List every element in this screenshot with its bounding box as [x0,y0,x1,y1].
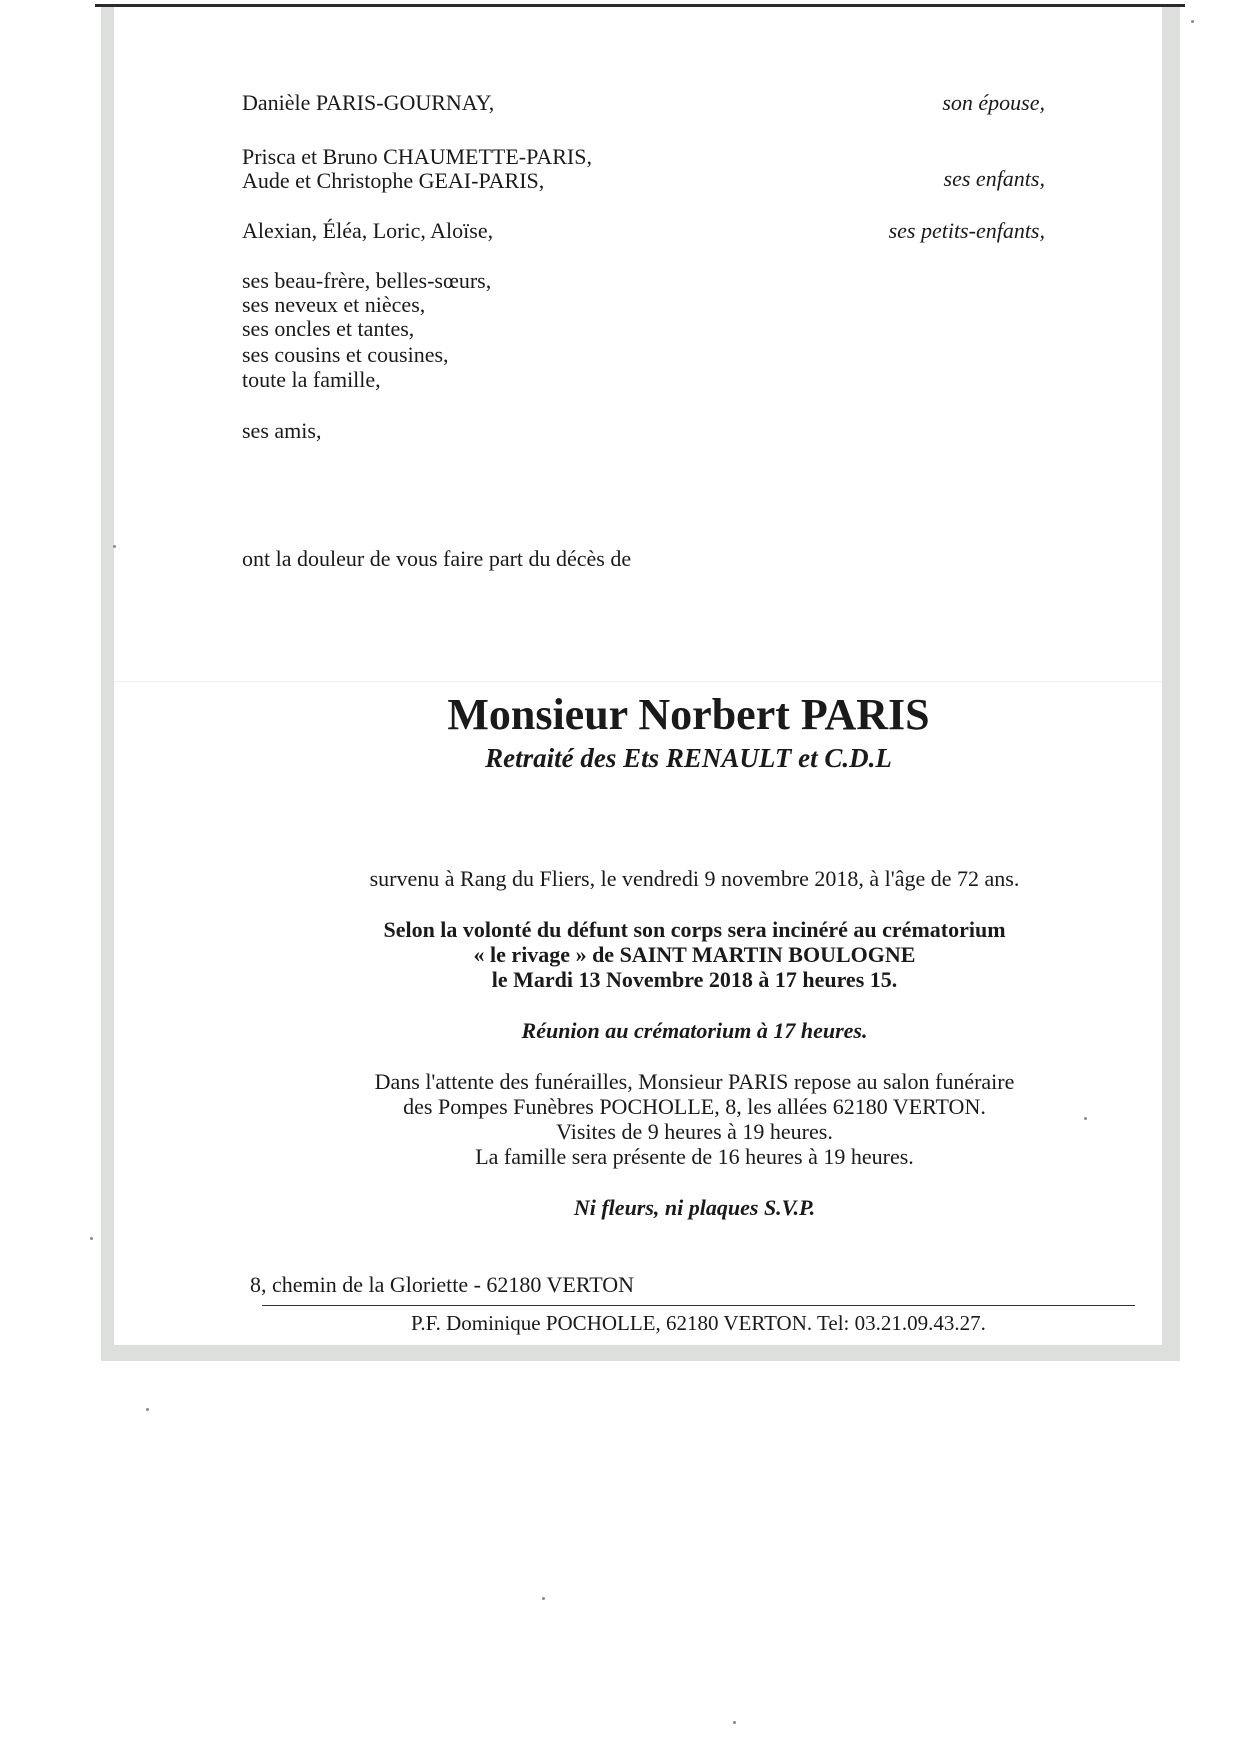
relatives-line-1: ses beau-frère, belles-sœurs, [242,268,492,293]
funeral-home-info: P.F. Dominique POCHOLLE, 62180 VERTON. Tel: 03.21.09.43.27. [411,1311,986,1335]
scan-speck [1084,1117,1087,1120]
relatives-line-4: ses cousins et cousines, [242,342,449,367]
scan-speck [113,545,116,548]
meeting-line: Réunion au crématorium à 17 heures. [521,1018,868,1043]
scan-speck [542,1597,545,1600]
deceased-title: Retraité des Ets RENAULT et C.D.L [485,743,892,773]
cremation-line-2: « le rivage » de SAINT MARTIN BOULOGNE [473,942,916,967]
scan-speck [146,1408,149,1411]
child-line-2: Aude et Christophe GEAI-PARIS, [242,168,545,193]
visitation-line-3: Visites de 9 heures à 19 heures. [556,1119,833,1144]
scan-speck [1191,20,1194,23]
footer-divider [262,1305,1135,1306]
deceased-name: Monsieur Norbert PARIS [447,690,930,739]
relatives-line-5: toute la famille, [242,367,381,392]
child-line-1: Prisca et Bruno CHAUMETTE-PARIS, [242,144,592,169]
relatives-line-2: ses neveux et nièces, [242,292,426,317]
cremation-line-1: Selon la volonté du défunt son corps sera incinéré au crématorium [383,917,1006,942]
announcement-line: ont la douleur de vous faire part du décès de [242,546,632,571]
scan-speck [733,1721,736,1724]
scan-speck [90,1237,93,1240]
visitation-line-4: La famille sera présente de 16 heures à 19 heures. [475,1144,914,1169]
cremation-line-3: le Mardi 13 Novembre 2018 à 17 heures 15. [491,967,898,992]
relatives-line-3: ses oncles et tantes, [242,316,415,341]
spouse-role: son épouse, [942,90,1045,115]
death-info: survenu à Rang du Fliers, le vendredi 9 novembre 2018, à l'âge de 72 ans. [369,866,1020,891]
flowers-note: Ni fleurs, ni plaques S.V.P. [573,1195,816,1220]
fold-line [114,681,1162,682]
grandchildren-role: ses petits-enfants, [888,218,1045,243]
family-address: 8, chemin de la Gloriette - 62180 VERTON [250,1272,635,1297]
friends-line: ses amis, [242,418,322,443]
visitation-line-2: des Pompes Funèbres POCHOLLE, 8, les allées 62180 VERTON. [403,1094,986,1119]
children-role: ses enfants, [943,166,1045,191]
visitation-line-1: Dans l'attente des funérailles, Monsieur PARIS repose au salon funéraire [374,1069,1015,1094]
grandchildren-names: Alexian, Éléa, Loric, Aloïse, [242,218,494,243]
spouse-name: Danièle PARIS-GOURNAY, [242,90,495,115]
